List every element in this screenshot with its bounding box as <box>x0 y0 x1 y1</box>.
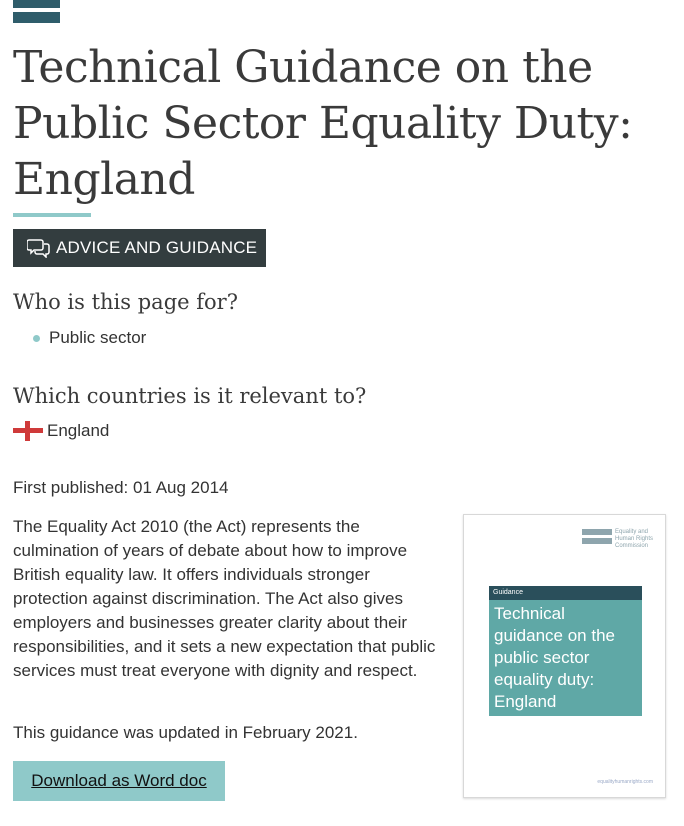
site-logo[interactable] <box>13 0 60 23</box>
cover-org-logo <box>582 529 653 550</box>
cover-org-name: Equality and Human Rights Commission <box>615 529 654 549</box>
audience-list <box>33 328 146 348</box>
cover-tag: Guidance <box>489 586 642 600</box>
countries-heading: Which countries is it relevant to? <box>13 384 367 408</box>
document-cover-thumbnail[interactable] <box>463 514 666 798</box>
logo-bar-top <box>13 0 60 8</box>
intro-paragraph: The Equality Act 2010 (the Act) represents the culmination of years of debate about how to improve British equality law. It offers individuals stronger protection against discrimination. The Act also gives employers and businesses greater clarity about their responsibilities, and it sets a new expectation that public services must treat everyone with dignity and respect. <box>13 517 436 680</box>
title-underline <box>13 213 91 217</box>
list-item <box>33 328 146 348</box>
category-badge-label: ADVICE AND GUIDANCE <box>56 238 258 257</box>
england-flag-icon <box>13 421 43 441</box>
logo-bar-bottom <box>13 12 60 23</box>
audience-item-label: Public sector <box>49 328 147 347</box>
bullet-icon <box>33 335 40 342</box>
speech-bubbles-icon <box>27 238 51 258</box>
audience-heading: Who is this page for? <box>13 290 238 314</box>
published-date: First published: 01 Aug 2014 <box>13 478 229 497</box>
category-badge <box>13 229 266 267</box>
page-title: Technical Guidance on the Public Sector Equality Duty: England <box>13 42 633 205</box>
cover-title: Technical guidance on the public sector equality duty: England <box>494 604 615 711</box>
country-name: England <box>47 421 110 440</box>
cover-title-panel <box>489 586 642 716</box>
updated-note: This guidance was updated in February 2021. <box>13 723 358 742</box>
download-word-button[interactable]: Download as Word doc <box>13 761 225 801</box>
cover-url: equalityhumanrights.com <box>597 779 653 785</box>
country-item <box>13 421 109 441</box>
